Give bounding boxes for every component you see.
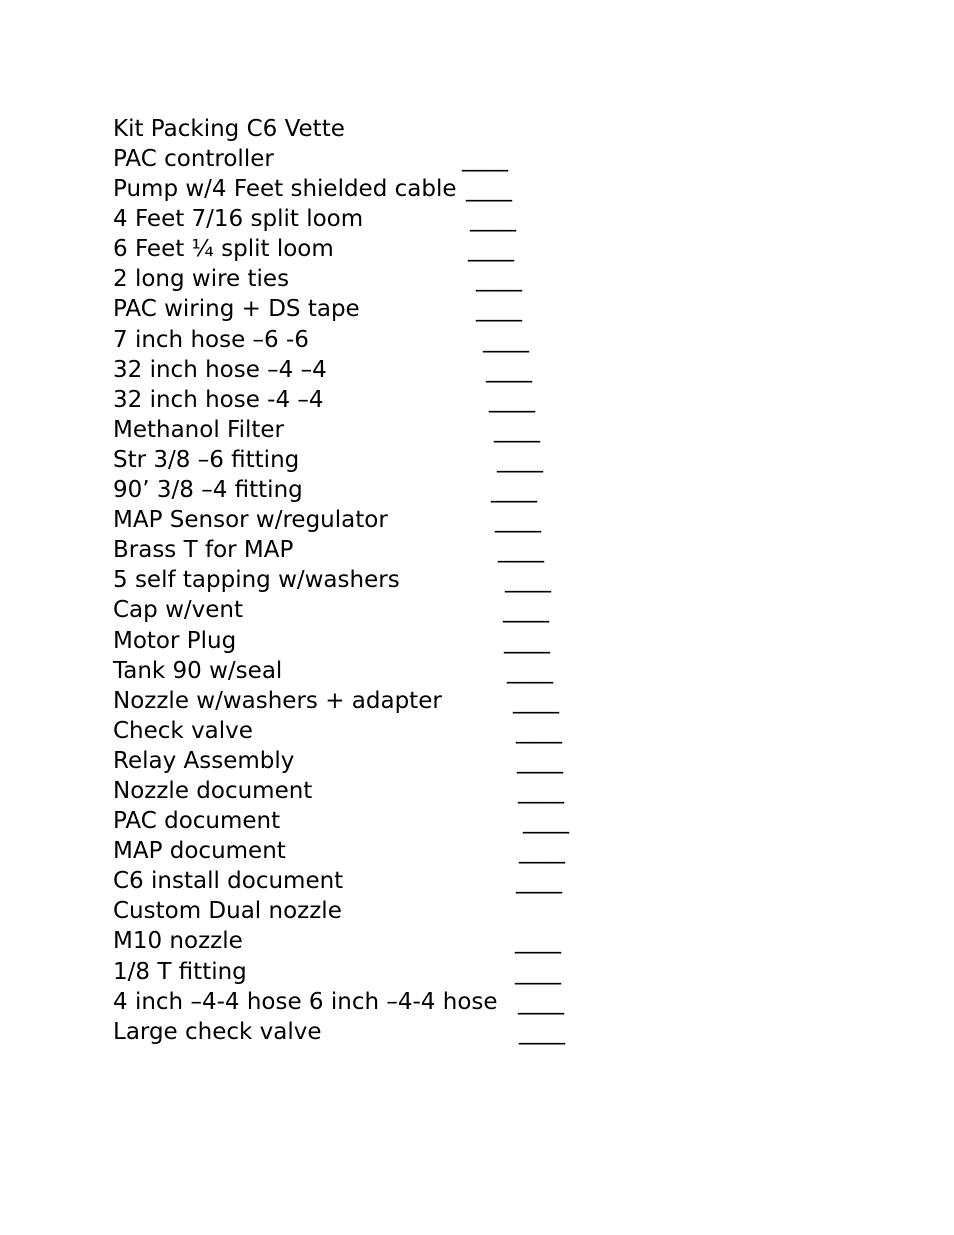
check-blank: ____	[476, 266, 522, 293]
item-label: Custom Dual nozzle	[113, 898, 342, 925]
list-item	[113, 234, 713, 264]
item-label: 5 self tapping w/washers	[113, 567, 400, 594]
list-item	[113, 1017, 713, 1047]
list-item	[113, 776, 713, 806]
check-blank: ____	[519, 838, 565, 865]
check-blank: ____	[462, 146, 508, 172]
item-label: Large check valve	[113, 1018, 322, 1045]
check-blank: ____	[470, 206, 516, 233]
check-blank: ____	[494, 416, 540, 443]
item-label: 7 inch hose –6 -6	[113, 326, 309, 353]
check-blank: ____	[518, 988, 564, 1015]
list-item	[113, 294, 713, 324]
item-label: PAC wiring + DS tape	[113, 296, 360, 323]
list-item	[113, 626, 713, 656]
check-blank: ____	[483, 326, 529, 353]
list-item	[113, 385, 713, 415]
item-label: 1/8 T fitting	[113, 958, 247, 985]
item-label: C6 install document	[113, 868, 344, 895]
list-item	[113, 836, 713, 866]
check-blank: ____	[486, 356, 532, 383]
list-item	[113, 957, 713, 987]
item-label: 32 inch hose –4 –4	[113, 356, 327, 383]
check-blank: ____	[516, 868, 562, 895]
document-title: Kit Packing C6 Vette	[113, 116, 345, 142]
check-blank: ____	[507, 657, 553, 684]
list-item	[113, 475, 713, 505]
list-item	[113, 445, 713, 475]
check-blank: ____	[516, 717, 562, 744]
check-blank: ____	[495, 507, 541, 534]
item-label: Brass T for MAP	[113, 537, 294, 564]
item-label: Methanol Filter	[113, 416, 284, 443]
item-label: PAC document	[113, 808, 281, 835]
list-item	[113, 505, 713, 535]
check-blank: ____	[468, 236, 514, 263]
item-label: Relay Assembly	[113, 747, 295, 774]
list-item	[113, 565, 713, 595]
list-item	[113, 355, 713, 385]
list-item	[113, 535, 713, 565]
check-blank: ____	[476, 296, 522, 323]
list-item	[113, 987, 713, 1017]
item-label: Nozzle w/washers + adapter	[113, 687, 442, 714]
check-blank: ____	[489, 386, 535, 413]
item-label: Check valve	[113, 717, 253, 744]
list-item	[113, 325, 713, 355]
list-item	[113, 746, 713, 776]
check-blank: ____	[497, 446, 543, 473]
item-label: Motor Plug	[113, 627, 237, 654]
item-label: 4 inch –4-4 hose 6 inch –4-4 hose	[113, 988, 498, 1015]
check-blank: ____	[491, 477, 537, 504]
list-item	[113, 264, 713, 294]
check-blank: ____	[518, 777, 564, 804]
list-item	[113, 144, 713, 174]
list-item	[113, 926, 713, 956]
checklist	[113, 144, 713, 1047]
check-blank: ____	[517, 747, 563, 774]
list-item	[113, 656, 713, 686]
check-blank: ____	[503, 597, 549, 624]
list-item	[113, 415, 713, 445]
check-blank: ____	[466, 176, 512, 203]
list-item	[113, 204, 713, 234]
check-blank: ____	[515, 958, 561, 985]
check-blank: ____	[505, 567, 551, 594]
check-blank: ____	[515, 928, 561, 955]
item-label: 90’ 3/8 –4 fitting	[113, 477, 303, 504]
list-item	[113, 174, 713, 204]
item-label: 4 Feet 7/16 split loom	[113, 206, 364, 233]
list-item	[113, 686, 713, 716]
list-item	[113, 595, 713, 625]
list-item	[113, 896, 713, 926]
item-label: MAP document	[113, 838, 286, 865]
item-label: 32 inch hose -4 –4	[113, 386, 324, 413]
item-label: M10 nozzle	[113, 928, 243, 955]
item-label: PAC controller	[113, 146, 274, 172]
check-blank: ____	[513, 687, 559, 714]
list-item	[113, 716, 713, 746]
check-blank: ____	[504, 627, 550, 654]
item-label: Nozzle document	[113, 777, 313, 804]
check-blank: ____	[523, 808, 569, 835]
item-label: Pump w/4 Feet shielded cable	[113, 176, 457, 203]
item-label: 2 long wire ties	[113, 266, 290, 293]
item-label: Tank 90 w/seal	[113, 657, 283, 684]
list-item	[113, 806, 713, 836]
item-label: Cap w/vent	[113, 597, 243, 624]
item-label: MAP Sensor w/regulator	[113, 507, 388, 534]
item-label: Str 3/8 –6 fitting	[113, 446, 300, 473]
check-blank: ____	[498, 537, 544, 564]
check-blank: ____	[519, 1018, 565, 1045]
list-item	[113, 866, 713, 896]
item-label: 6 Feet ¼ split loom	[113, 236, 334, 263]
